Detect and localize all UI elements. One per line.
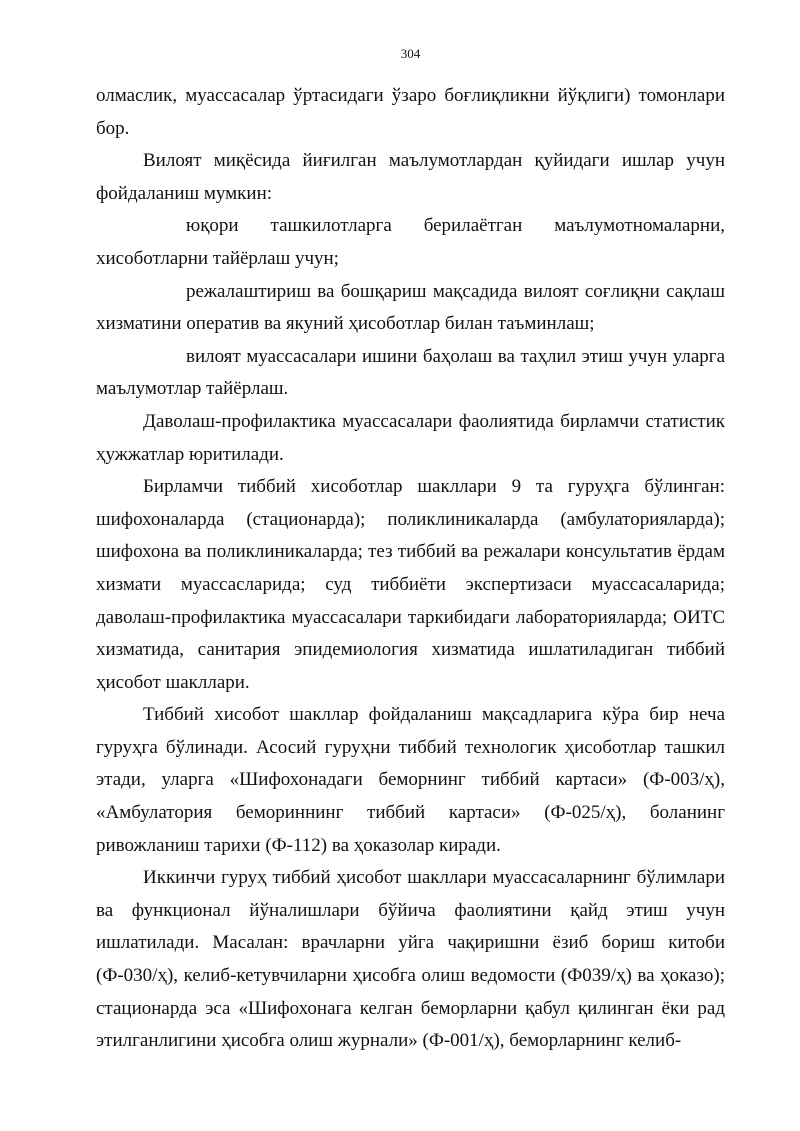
paragraph-regional-data-intro: Вилоят миқёсида йиғилган маълумотлардан қуйидаги ишлар учун фойдаланиш мумкин:	[96, 150, 725, 204]
page-number: 304	[400, 46, 421, 61]
paragraph-second-group: Иккинчи гуруҳ тиббий ҳисобот шакллари муассасаларнинг бўлимлари ва функционал йўналишлари бўйича фаолиятини қайд этиш учун ишлатилади. Масалан: врачларни уйга чақиришни ёзиб бориш китоби (Ф-030/ҳ), келиб-кетувчиларни ҳисобга олиш ведомости (Ф039/ҳ) ва ҳоказо); стационарда эса «Шифохонага келган беморларни қабул қилинган ёки рад этилганлигини ҳисобга олиш журнали» (Ф-001/ҳ), беморларнинг келиб-	[96, 867, 725, 1052]
paragraph-primary-documents: Даволаш-профилактика муассасалари фаолиятида бирламчи статистик ҳужжатлар юритилади.	[96, 410, 725, 465]
list-item-reports: юқори ташкилотларга берилаётган маълумотномаларни, хисоботларни тайёрлаш учун;	[96, 215, 725, 269]
paragraph-continuation: олмаслик, муассасалар ўртасидаги ўзаро боғлиқликни йўқлиги) томонлари бор.	[96, 85, 725, 139]
list-item-planning: режалаштириш ва бошқариш мақсадида вилоят соғлиқни сақлаш хизматини оператив ва якуний ҳисоботлар билан таъминлаш;	[96, 280, 725, 335]
paragraph-report-groups: Бирламчи тиббий хисоботлар шакллари 9 та гуруҳга бўлинган: шифохоналарда (стационарда); поликлиникаларда (амбулаторияларда); шифохона ва поликлиникаларда; тез тиббий ва режалари консультатив ёрдам хизмати муассасларида; суд тиббиёти экспертизаси муассасаларида; даволаш-профилактика муассасалари таркибидаги лабораторияларда; ОИТС хизматида, санитария эпидемиология хизматида ишлатиладиган тиббий ҳисобот шакллари.	[96, 476, 725, 693]
paragraph-main-group: Тиббий хисобот шакллар фойдаланиш мақсадларига кўра бир неча гуруҳга бўлинади. Асосий гуруҳни тиббий технологик ҳисоботлар ташкил этади, уларга «Шифохонадаги беморнинг тиббий картаси» (Ф-003/ҳ), «Амбулатория бемориннинг тиббий картаси» (Ф-025/ҳ), боланинг ривожланиш тарихи (Ф-112) ва ҳоказолар киради.	[96, 704, 725, 856]
list-item-evaluation: вилоят муассасалари ишини баҳолаш ва таҳлил этиш учун уларга маълумотлар тайёрлаш.	[96, 345, 725, 400]
